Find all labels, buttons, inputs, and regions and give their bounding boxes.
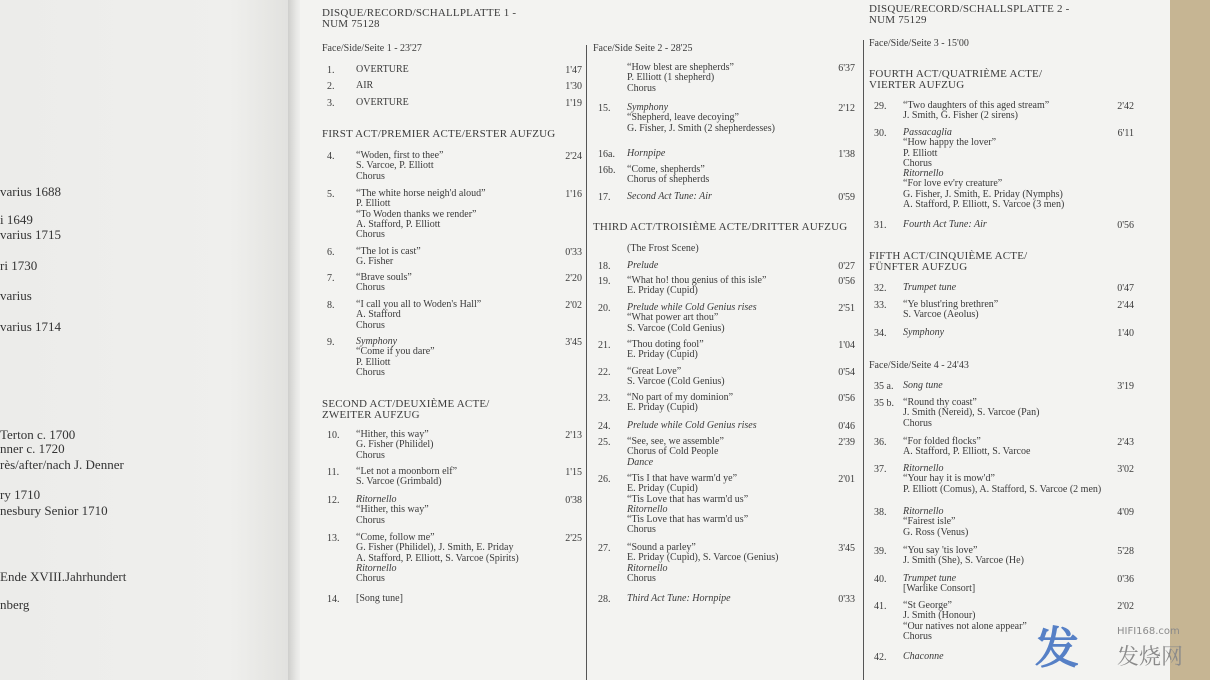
track-duration: 1'47 bbox=[565, 65, 582, 76]
track-description bbox=[903, 328, 944, 338]
track-duration: 0'56 bbox=[1117, 220, 1134, 231]
track-duration: 3'19 bbox=[1117, 381, 1134, 392]
watermark-logo: 发 bbox=[1035, 623, 1079, 674]
track-number: 27. bbox=[598, 543, 611, 554]
track-number: 21. bbox=[598, 340, 611, 351]
track-line: P. Elliott bbox=[903, 147, 938, 159]
track-number: 16b. bbox=[598, 165, 616, 176]
track-line: A. Stafford, P. Elliott bbox=[356, 218, 441, 230]
track-line: Chorus bbox=[356, 573, 385, 585]
track-line: “Your hay it is mow'd” bbox=[903, 473, 995, 485]
track-number: 2. bbox=[327, 81, 335, 92]
track-description bbox=[356, 467, 457, 488]
track-duration: 0'27 bbox=[838, 261, 855, 272]
track-description bbox=[903, 574, 975, 595]
section-heading: DISQUE/RECORD/SCHALLSPLATTE 2 - NUM 75129 bbox=[869, 3, 1070, 26]
track-line: S. Varcoe (Aeolus) bbox=[903, 309, 979, 321]
track-number: 11. bbox=[327, 467, 340, 478]
track-number: 15. bbox=[598, 103, 611, 114]
track-number: 1. bbox=[327, 65, 335, 76]
track-description bbox=[356, 81, 373, 91]
track-line: Ritornello bbox=[627, 562, 668, 574]
track-number: 10. bbox=[327, 430, 340, 441]
track-description bbox=[903, 464, 1101, 495]
track-line: “No part of my dominion” bbox=[627, 392, 734, 403]
track-line: “Come if you dare” bbox=[356, 346, 435, 358]
track-number: 42. bbox=[874, 652, 887, 663]
track-line: “Tis Love that has warm'd us” bbox=[627, 493, 749, 505]
left-page bbox=[0, 0, 288, 680]
track-line: AIR bbox=[356, 80, 374, 91]
track-line: Symphony bbox=[627, 102, 669, 113]
left-page-text: varius bbox=[0, 288, 32, 303]
track-duration: 4'09 bbox=[1117, 507, 1134, 518]
track-line: E. Priday (Cupid) bbox=[627, 402, 698, 414]
track-description bbox=[903, 601, 1027, 642]
track-line: “The lot is cast” bbox=[356, 246, 421, 257]
track-number: 3. bbox=[327, 98, 335, 109]
track-description bbox=[903, 546, 1024, 567]
track-number: 22. bbox=[598, 367, 611, 378]
track-description bbox=[356, 65, 409, 75]
track-duration: 1'40 bbox=[1117, 328, 1134, 339]
track-number: 23. bbox=[598, 393, 611, 404]
track-line: G. Fisher, J. Smith (2 shepherdesses) bbox=[627, 122, 775, 134]
track-duration: 2'12 bbox=[838, 103, 855, 114]
track-line: Ritornello bbox=[356, 494, 397, 505]
track-line: Chorus bbox=[627, 572, 656, 584]
track-description bbox=[356, 533, 519, 584]
track-number: 4. bbox=[327, 151, 335, 162]
track-number: 34. bbox=[874, 328, 887, 339]
track-description bbox=[356, 151, 444, 182]
track-line: “Brave souls” bbox=[356, 272, 412, 283]
track-line: J. Smith (She), S. Varcoe (He) bbox=[903, 555, 1024, 567]
track-description bbox=[627, 165, 709, 186]
track-description bbox=[627, 149, 665, 159]
track-line: A. Stafford, P. Elliott, S. Varcoe (3 men) bbox=[903, 199, 1065, 211]
track-number: 25. bbox=[598, 437, 611, 448]
track-line: Chorus bbox=[903, 630, 932, 642]
track-line: OVERTURE bbox=[356, 97, 409, 108]
left-page-text: varius 1715 bbox=[0, 227, 62, 242]
track-duration: 1'38 bbox=[838, 149, 855, 160]
track-line: “You say 'tis love” bbox=[903, 545, 978, 556]
track-description bbox=[627, 192, 712, 202]
track-duration: 1'15 bbox=[565, 467, 582, 478]
track-line: Symphony bbox=[903, 327, 945, 338]
track-description bbox=[356, 300, 481, 331]
track-duration: 1'04 bbox=[838, 340, 855, 351]
track-line: Prelude while Cold Genius rises bbox=[627, 302, 757, 313]
track-line: E. Priday (Cupid), S. Varcoe (Genius) bbox=[627, 552, 779, 564]
left-page-text: varius 1688 bbox=[0, 184, 62, 199]
watermark-url: HIFI168.com bbox=[1117, 626, 1180, 637]
track-duration: 2'43 bbox=[1117, 437, 1134, 448]
track-line: Song tune bbox=[903, 380, 943, 391]
track-number: 26. bbox=[598, 474, 611, 485]
left-page-text: nesbury Senior 1710 bbox=[0, 503, 108, 518]
track-number: 28. bbox=[598, 594, 611, 605]
track-line: Chorus bbox=[903, 417, 932, 429]
track-duration: 0'59 bbox=[838, 192, 855, 203]
left-page-text: rès/after/nach J. Denner bbox=[0, 457, 124, 472]
track-number: 31. bbox=[874, 220, 887, 231]
track-line: Chorus bbox=[356, 366, 385, 378]
track-description bbox=[627, 303, 757, 334]
side-heading: Face/Side Seite 2 - 28'25 bbox=[593, 43, 693, 54]
track-number: 35 b. bbox=[874, 398, 894, 409]
track-description bbox=[356, 495, 429, 526]
track-number: 12. bbox=[327, 495, 340, 506]
left-page-text: varius 1714 bbox=[0, 319, 62, 334]
track-description bbox=[903, 652, 944, 662]
track-description bbox=[356, 430, 434, 461]
watermark bbox=[1035, 610, 1185, 674]
track-line: Chorus bbox=[356, 449, 385, 461]
track-description bbox=[627, 63, 734, 94]
track-number: 24. bbox=[598, 421, 611, 432]
track-number: 17. bbox=[598, 192, 611, 203]
track-number: 32. bbox=[874, 283, 887, 294]
track-line: Prelude while Cold Genius rises bbox=[627, 420, 757, 431]
track-line: G. Fisher bbox=[356, 256, 394, 268]
track-line: Hornpipe bbox=[627, 148, 666, 159]
track-number: 6. bbox=[327, 247, 335, 258]
track-duration: 0'47 bbox=[1117, 283, 1134, 294]
left-page-text: Terton c. 1700 bbox=[0, 427, 76, 442]
track-line: “Come, follow me” bbox=[356, 532, 435, 543]
track-number: 41. bbox=[874, 601, 887, 612]
track-description bbox=[356, 98, 409, 108]
track-duration: 2'39 bbox=[838, 437, 855, 448]
track-duration: 2'02 bbox=[1117, 601, 1134, 612]
track-line: “For folded flocks” bbox=[903, 436, 981, 447]
track-line: P. Elliott (1 shepherd) bbox=[627, 72, 715, 84]
track-line: G. Ross (Venus) bbox=[903, 526, 969, 538]
track-description bbox=[903, 220, 987, 230]
track-number: 35 a. bbox=[874, 381, 894, 392]
track-duration: 0'38 bbox=[565, 495, 582, 506]
track-line: “Fairest isle” bbox=[903, 516, 956, 528]
track-line: J. Smith (Nereid), S. Varcoe (Pan) bbox=[903, 407, 1040, 419]
track-line: J. Smith, G. Fisher (2 sirens) bbox=[903, 110, 1018, 122]
track-description bbox=[356, 337, 435, 378]
track-line: Chorus of shepherds bbox=[627, 174, 710, 186]
track-line: A. Stafford, P. Elliott, S. Varcoe (Spirits) bbox=[356, 552, 519, 564]
track-line: Trumpet tune bbox=[903, 282, 957, 293]
track-line: Chorus bbox=[627, 82, 656, 94]
left-page-text: nner c. 1720 bbox=[0, 441, 65, 456]
track-line: “Come, shepherds” bbox=[627, 164, 705, 175]
section-heading: DISQUE/RECORD/SCHALLPLATTE 1 - NUM 75128 bbox=[322, 7, 517, 30]
track-line: Dance bbox=[627, 456, 654, 468]
track-duration: 2'13 bbox=[565, 430, 582, 441]
track-description bbox=[627, 340, 704, 361]
track-line: Ritornello bbox=[903, 168, 944, 180]
watermark-text: 发烧网 bbox=[1117, 645, 1184, 670]
track-line: S. Varcoe (Cold Genius) bbox=[627, 376, 725, 388]
track-line: S. Varcoe (Grimbald) bbox=[356, 476, 442, 488]
track-line: “Ye blust'ring brethren” bbox=[903, 299, 999, 310]
column-divider bbox=[863, 40, 864, 680]
track-description bbox=[356, 594, 403, 604]
track-number: 29. bbox=[874, 101, 887, 112]
track-duration: 2'24 bbox=[565, 151, 582, 162]
track-duration: 0'54 bbox=[838, 367, 855, 378]
track-description bbox=[903, 398, 1039, 429]
track-line: “How blest are shepherds” bbox=[627, 62, 734, 73]
track-number: 19. bbox=[598, 276, 611, 287]
track-description bbox=[627, 594, 731, 604]
track-line: “The white horse neigh'd aloud” bbox=[356, 188, 486, 199]
track-line: E. Priday (Cupid) bbox=[627, 349, 698, 361]
track-description bbox=[903, 300, 998, 321]
track-duration: 2'51 bbox=[838, 303, 855, 314]
track-duration: 3'02 bbox=[1117, 464, 1134, 475]
track-duration: 2'25 bbox=[565, 533, 582, 544]
track-description bbox=[356, 273, 412, 294]
track-duration: 6'37 bbox=[838, 63, 855, 74]
track-line: “Thou doting fool” bbox=[627, 339, 704, 350]
track-description bbox=[903, 128, 1064, 210]
track-line: “Tis Love that has warm'd us” bbox=[627, 514, 749, 526]
track-number: 33. bbox=[874, 300, 887, 311]
track-line: “Our natives not alone appear” bbox=[903, 620, 1027, 632]
track-description bbox=[903, 507, 968, 538]
track-line: “Great Love” bbox=[627, 366, 682, 377]
track-line: [Song tune] bbox=[356, 593, 403, 604]
track-line: J. Smith (Honour) bbox=[903, 610, 976, 622]
left-page-text: Ende XVIII.Jahrhundert bbox=[0, 569, 127, 584]
track-number: 5. bbox=[327, 189, 335, 200]
track-number: 8. bbox=[327, 300, 335, 311]
track-number: 13. bbox=[327, 533, 340, 544]
track-line: Chorus bbox=[903, 157, 932, 169]
track-line: “Sound a parley” bbox=[627, 542, 696, 553]
track-duration: 1'30 bbox=[565, 81, 582, 92]
track-line: Passacaglia bbox=[903, 127, 952, 138]
track-line: “Woden, first to thee” bbox=[356, 150, 444, 161]
track-duration: 2'20 bbox=[565, 273, 582, 284]
track-line: Chorus bbox=[356, 282, 385, 294]
track-line: Chorus bbox=[356, 170, 385, 182]
track-line: “See, see, we assemble” bbox=[627, 436, 724, 447]
track-number: 7. bbox=[327, 273, 335, 284]
track-line: “Tis I that have warm'd ye” bbox=[627, 473, 738, 484]
track-line: “Two daughters of this aged stream” bbox=[903, 100, 1050, 111]
track-line: “What power art thou” bbox=[627, 312, 719, 324]
track-duration: 0'33 bbox=[565, 247, 582, 258]
track-duration: 2'42 bbox=[1117, 101, 1134, 112]
track-line: G. Fisher (Philidel), J. Smith, E. Priday bbox=[356, 542, 514, 554]
side-heading: Face/Side/Seite 1 - 23'27 bbox=[322, 43, 422, 54]
track-description bbox=[627, 437, 724, 468]
track-line: Chorus bbox=[356, 229, 385, 241]
track-number: 9. bbox=[327, 337, 335, 348]
track-line: Symphony bbox=[356, 336, 398, 347]
track-duration: 2'44 bbox=[1117, 300, 1134, 311]
track-description bbox=[627, 393, 733, 414]
table-surface bbox=[1170, 0, 1210, 680]
track-number: 38. bbox=[874, 507, 887, 518]
track-number: 18. bbox=[598, 261, 611, 272]
section-heading: FIRST ACT/PREMIER ACTE/ERSTER AUFZUG bbox=[322, 128, 556, 140]
track-duration: 0'56 bbox=[838, 276, 855, 287]
track-description bbox=[627, 276, 766, 297]
track-line: “To Woden thanks we render” bbox=[356, 208, 477, 220]
track-line: Prelude bbox=[627, 260, 659, 271]
track-line: “Round thy coast” bbox=[903, 397, 977, 408]
right-page bbox=[300, 0, 1170, 680]
track-description bbox=[627, 474, 748, 536]
left-page-text: ri 1730 bbox=[0, 258, 38, 273]
track-description bbox=[627, 367, 725, 388]
track-duration: 2'01 bbox=[838, 474, 855, 485]
track-number: 40. bbox=[874, 574, 887, 585]
side-heading: Face/Side/Seite 3 - 15'00 bbox=[869, 38, 969, 49]
track-number: 30. bbox=[874, 128, 887, 139]
track-number: 39. bbox=[874, 546, 887, 557]
track-line: Trumpet tune bbox=[903, 573, 957, 584]
track-line: “What ho! thou genius of this isle” bbox=[627, 275, 767, 286]
side-heading: Face/Side/Seite 4 - 24'43 bbox=[869, 360, 969, 371]
track-duration: 0'33 bbox=[838, 594, 855, 605]
track-description bbox=[627, 103, 775, 134]
track-duration: 0'56 bbox=[838, 393, 855, 404]
left-page-text: nberg bbox=[0, 597, 30, 612]
track-line: “Hither, this way” bbox=[356, 429, 429, 440]
column-divider bbox=[586, 45, 587, 680]
track-line: A. Stafford, P. Elliott, S. Varcoe bbox=[903, 446, 1031, 458]
track-line: Ritornello bbox=[903, 463, 944, 474]
track-line: “Let not a moonborn elf” bbox=[356, 466, 458, 477]
track-description bbox=[627, 421, 757, 431]
track-line: G. Fisher (Philidel) bbox=[356, 439, 434, 451]
track-line: A. Stafford bbox=[356, 309, 401, 321]
track-line: Ritornello bbox=[627, 503, 668, 515]
track-line: Chorus of Cold People bbox=[627, 446, 719, 458]
track-line: E. Priday (Cupid) bbox=[627, 285, 698, 297]
track-line: [Warlike Consort] bbox=[903, 583, 976, 595]
left-page-text: i 1649 bbox=[0, 212, 33, 227]
section-heading: THIRD ACT/TROISIÈME ACTE/DRITTER AUFZUG bbox=[593, 221, 848, 233]
section-heading: FIFTH ACT/CINQUIÈME ACTE/ FÜNFTER AUFZUG bbox=[869, 250, 1028, 273]
track-line: Fourth Act Tune: Air bbox=[903, 219, 987, 230]
track-line: G. Fisher, J. Smith, E. Priday (Nymphs) bbox=[903, 188, 1063, 200]
track-line: S. Varcoe (Cold Genius) bbox=[627, 322, 725, 334]
track-number: 36. bbox=[874, 437, 887, 448]
track-line: Third Act Tune: Hornpipe bbox=[627, 593, 731, 604]
track-description bbox=[356, 189, 486, 240]
track-duration: 1'16 bbox=[565, 189, 582, 200]
track-description bbox=[627, 261, 658, 271]
section-heading: SECOND ACT/DEUXIÈME ACTE/ ZWEITER AUFZUG bbox=[322, 398, 490, 421]
track-line: Chaconne bbox=[903, 651, 944, 662]
track-line: “Shepherd, leave decoying” bbox=[627, 112, 739, 124]
track-line: Chorus bbox=[356, 514, 385, 526]
section-heading: FOURTH ACT/QUATRIÈME ACTE/ VIERTER AUFZUG bbox=[869, 68, 1043, 91]
track-duration: 3'45 bbox=[838, 543, 855, 554]
track-line: Second Act Tune: Air bbox=[627, 191, 712, 202]
track-line: P. Elliott bbox=[356, 198, 391, 210]
track-description bbox=[903, 101, 1049, 122]
track-description bbox=[627, 543, 778, 584]
track-line: Chorus bbox=[627, 524, 656, 536]
track-line: P. Elliott (Comus), A. Stafford, S. Varcoe (2 men) bbox=[903, 483, 1102, 495]
track-line: “I call you all to Woden's Hall” bbox=[356, 299, 482, 310]
track-line: OVERTURE bbox=[356, 64, 409, 75]
track-line: “St George” bbox=[903, 600, 952, 611]
track-description bbox=[356, 247, 421, 268]
track-description bbox=[903, 381, 943, 391]
track-line: “Hither, this way” bbox=[356, 504, 429, 516]
track-duration: 5'28 bbox=[1117, 546, 1134, 557]
track-line: Ritornello bbox=[356, 562, 397, 574]
track-duration: 6'11 bbox=[1117, 128, 1134, 139]
track-line: S. Varcoe, P. Elliott bbox=[356, 160, 434, 172]
track-description bbox=[903, 437, 1030, 458]
track-duration: 0'36 bbox=[1117, 574, 1134, 585]
track-line: “How happy the lover” bbox=[903, 137, 997, 149]
track-duration: 3'45 bbox=[565, 337, 582, 348]
track-description bbox=[903, 283, 956, 293]
track-line: E. Priday (Cupid) bbox=[627, 483, 698, 495]
track-line: Chorus bbox=[356, 319, 385, 331]
left-page-text: ry 1710 bbox=[0, 487, 41, 502]
track-number: 37. bbox=[874, 464, 887, 475]
track-line: P. Elliott bbox=[356, 356, 391, 368]
side-heading: (The Frost Scene) bbox=[627, 243, 699, 254]
track-number: 16a. bbox=[598, 149, 615, 160]
track-line: Ritornello bbox=[903, 506, 944, 517]
track-duration: 1'19 bbox=[565, 98, 582, 109]
track-number: 20. bbox=[598, 303, 611, 314]
track-line: “For love ev'ry creature” bbox=[903, 178, 1003, 190]
track-duration: 2'02 bbox=[565, 300, 582, 311]
track-number: 14. bbox=[327, 594, 340, 605]
track-duration: 0'46 bbox=[838, 421, 855, 432]
